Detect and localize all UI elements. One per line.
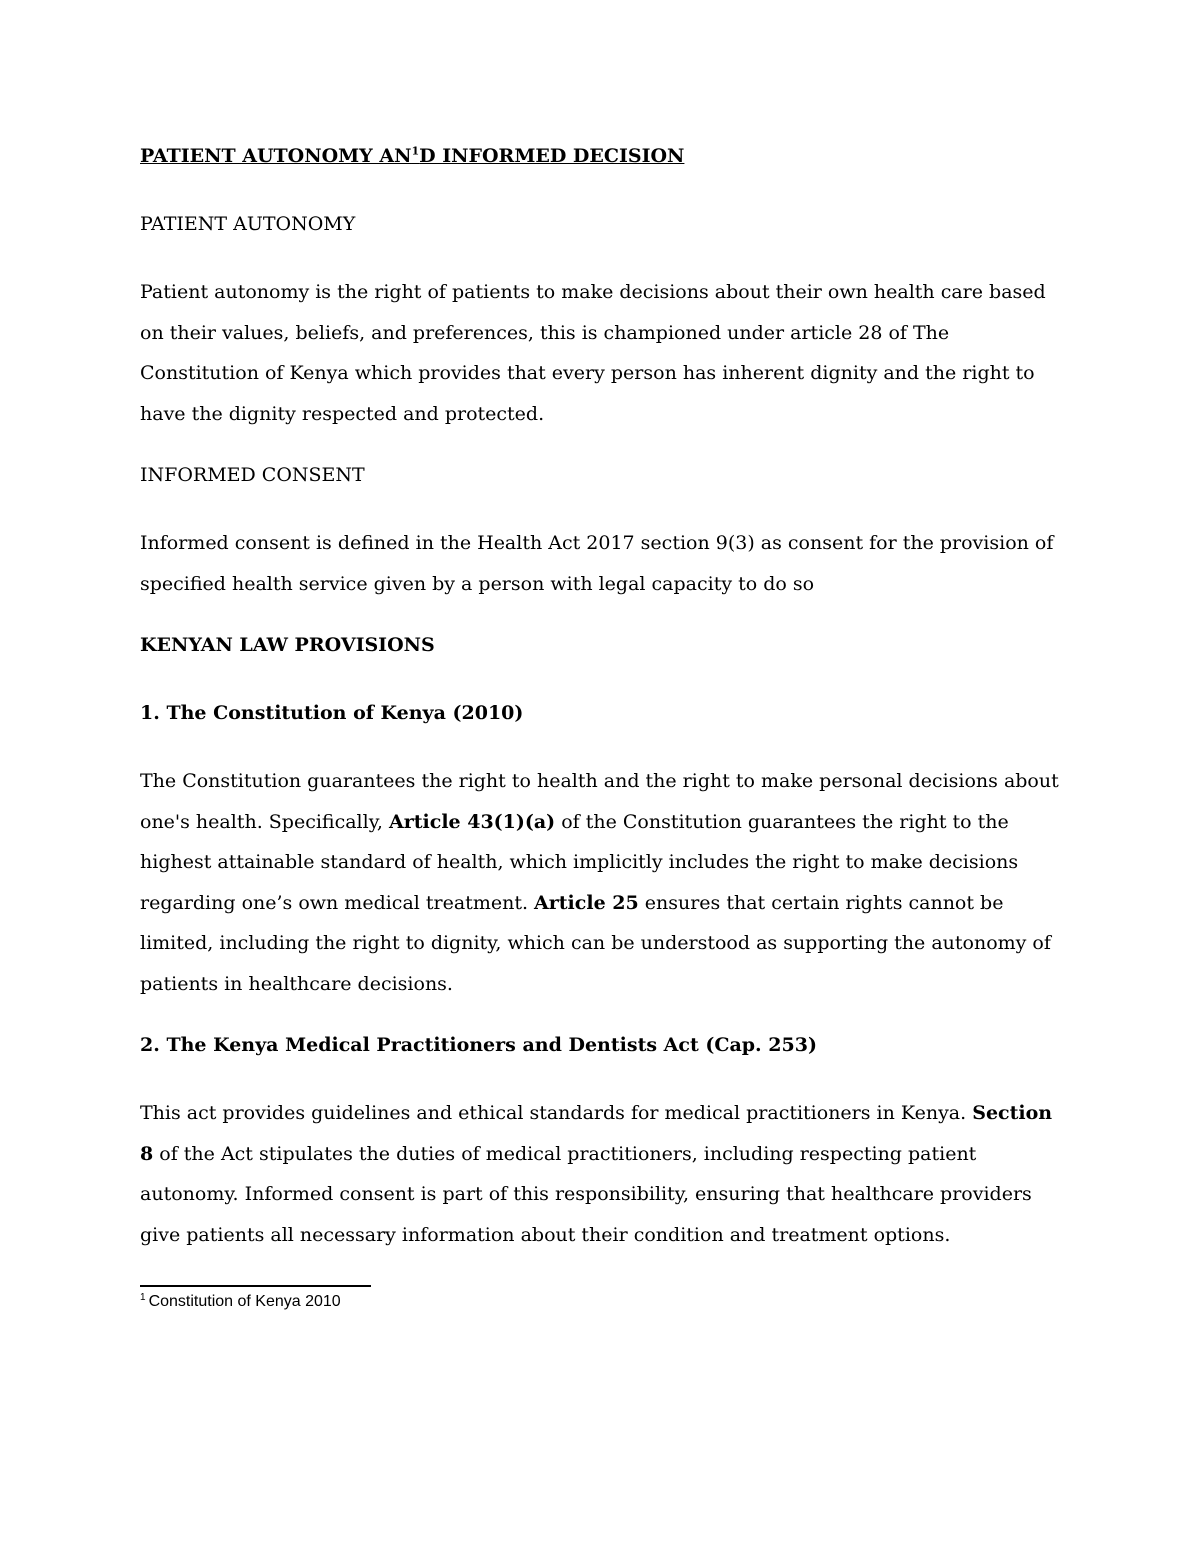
heading-patient-autonomy: PATIENT AUTONOMY xyxy=(140,213,356,235)
title-footnote-mark[interactable]: 1 xyxy=(411,144,420,158)
paragraph-patient-autonomy: Patient autonomy is the right of patients to make decisions about their own health care based on their values, beliefs, and preferences, this is championed under article 28 of The Constitution of Kenya which provides that every person has inherent dignity and the right to have the dignity respected and protected. xyxy=(140,281,1046,425)
bold-article-25: Article 25 xyxy=(534,891,639,914)
footnote-text: Constitution of Kenya 2010 xyxy=(148,1293,341,1310)
heading-kenyan-law-provisions: KENYAN LAW PROVISIONS xyxy=(140,634,435,656)
document-title: PATIENT AUTONOMY $AN^1D$ INFORMED DECISION xyxy=(140,144,685,167)
bold-section-8: Section 8 xyxy=(140,1102,1053,1165)
heading-informed-consent: INFORMED CONSENT xyxy=(140,464,365,486)
paragraph-constitution: The Constitution guarantees the right to health and the right to make personal decisions about one's health. Specifically, Article 43(1)(a) of the Constitution guarantees the right to the highest attainable standard of health, which implicitly includes the right to make decisions regarding one’s own medical treatment. Article 25 ensures that certain rights cannot be limited, including the right to dignity, which can be understood as supporting the autonomy of patients in healthcare decisions. xyxy=(140,770,1059,995)
paragraph-medical-practitioners-act: This act provides guidelines and ethical standards for medical practitioners in Kenya. Section 8 of the Act stipulates the duties of medical practitioners, including respecting patient autonomy. Informed consent is part of this responsibility, ensuring that healthcare providers give patients all necessary information about their condition and treatment options. xyxy=(140,1102,1053,1246)
footnote-separator xyxy=(140,1285,371,1287)
footnote-area xyxy=(140,1285,640,1313)
footnote-mark: 1 xyxy=(140,1291,146,1303)
document-body xyxy=(140,142,1065,1282)
heading-medical-practitioners-act: 2. The Kenya Medical Practitioners and Dentists Act (Cap. 253) xyxy=(140,1034,817,1056)
paragraph-informed-consent: Informed consent is defined in the Health Act 2017 section 9(3) as consent for the provision of specified health service given by a person with legal capacity to do so xyxy=(140,532,1054,595)
bold-article-43: Article 43(1)(a) xyxy=(389,810,556,833)
heading-constitution-of-kenya: 1. The Constitution of Kenya (2010) xyxy=(140,702,524,724)
footnote xyxy=(140,1291,640,1313)
